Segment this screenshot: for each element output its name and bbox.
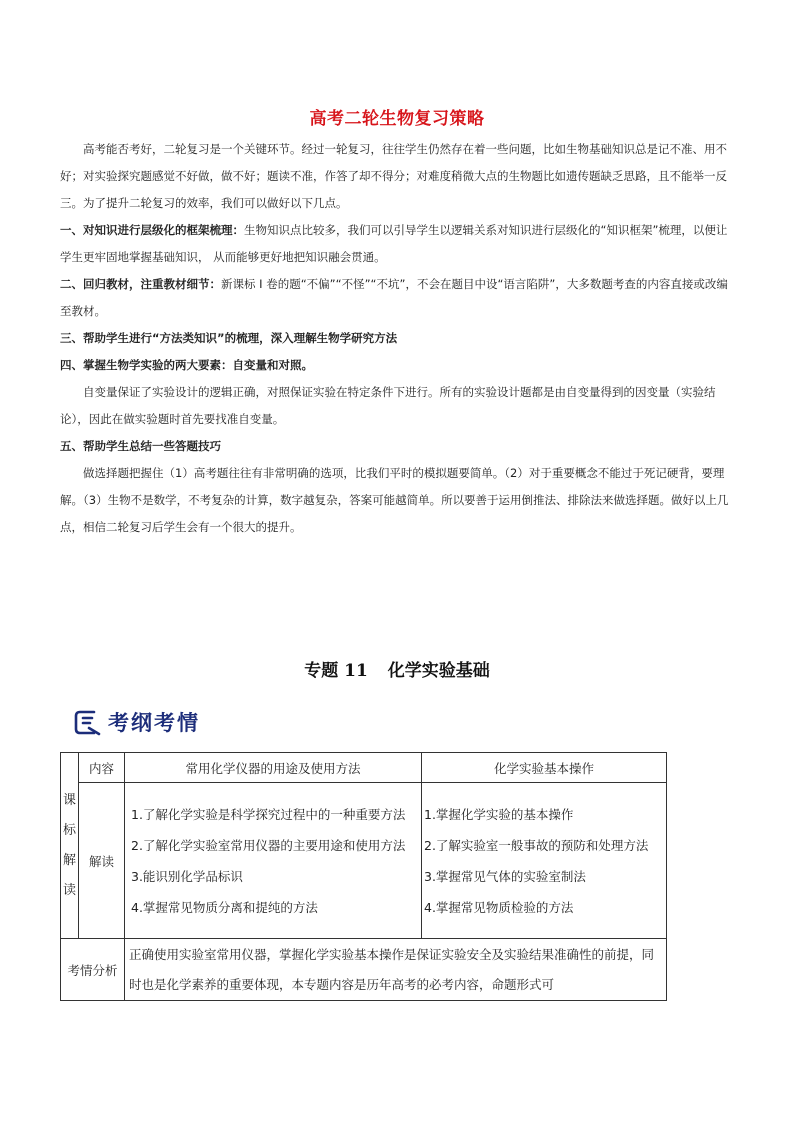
side-char: 标	[62, 822, 76, 838]
point-2	[60, 271, 736, 325]
point-2-body: 新课标 I 卷的题“不偏”“不怪”“不坑”，不会在题目中设“语言陷阱”，大多数题考查的内容直接或改编至教材。	[60, 277, 728, 318]
point-5-body: 做选择题把握住（1）高考题往往有非常明确的选项，比我们平时的模拟题要简单。（2）对于重要概念不能过于死记硬背，要理解。（3）生物不是数学，不考复杂的计算，数字越复杂，答案可能越简单。所以要善于运用倒推法、排除法来做选择题。做好以上几点，相信二轮复习后学生会有一个很大的提升。	[60, 466, 729, 534]
chapter-number: 专题 11	[304, 661, 368, 681]
point-1-heading: 一、对知识进行层级化的框架梳理：	[60, 223, 244, 237]
list-item: 3.能识别化学品标识	[131, 868, 243, 884]
col2-header: 化学实验基本操作	[422, 753, 667, 783]
row-label-cell: 解读	[79, 783, 125, 939]
point-1-body: 生物知识点比较多，我们可以引导学生以逻辑关系对知识进行层级化的“知识框架”梳理，以便让学生更牢固地掌握基础知识， 从而能够更好地把知识融会贯通。	[60, 223, 728, 264]
point-1	[60, 217, 736, 271]
syllabus-table	[60, 752, 667, 1001]
section-heading	[72, 704, 200, 740]
analysis-text-cell: 正确使用实验室常用仪器，掌握化学实验基本操作是保证实验安全及实验结果准确性的前提，同时也是化学素养的重要体现，本专题内容是历年高考的必考内容，命题形式可	[125, 939, 667, 1001]
section-label: 考纲考情	[108, 711, 200, 735]
analysis-row	[61, 939, 667, 1001]
list-item: 3.掌握常见气体的实验室制法	[424, 868, 586, 884]
col2-list-cell	[422, 783, 667, 939]
side-char: 解	[62, 852, 76, 868]
side-char: 课	[62, 792, 76, 808]
analysis-label-cell: 考情分析	[61, 939, 125, 1001]
intro-paragraph: 高考能否考好，二轮复习是一个关键环节。经过一轮复习，往往学生仍然存在着一些问题，比如生物基础知识总是记不准、用不好；对实验探究题感觉不好做，做不好；题读不准，作答了却不得分；对难度稍微大点的生物题比如遗传题缺乏思路，且不能举一反三。为了提升二轮复习的效率，我们可以做好以下几点。	[60, 142, 727, 210]
col1-list-cell	[125, 783, 422, 939]
list-item: 2.了解实验室一般事故的预防和处理方法	[424, 837, 649, 853]
list-item: 4.掌握常见物质分离和提纯的方法	[131, 899, 318, 915]
chapter-title	[0, 656, 794, 681]
article-body	[60, 136, 736, 541]
point-5-heading: 五、帮助学生总结一些答题技巧	[60, 439, 221, 453]
list-item: 1.掌握化学实验的基本操作	[424, 806, 574, 822]
table-body-row	[61, 783, 667, 939]
chapter-name: 化学实验基础	[387, 661, 490, 681]
side-char: 读	[62, 882, 76, 898]
list-item: 1.了解化学实验是科学探究过程中的一种重要方法	[131, 806, 406, 822]
col1-header: 常用化学仪器的用途及使用方法	[125, 753, 422, 783]
list-item: 4.掌握常见物质检验的方法	[424, 899, 574, 915]
document-list-icon	[72, 707, 102, 737]
side-label-cell	[61, 753, 79, 939]
point-3-heading: 三、帮助学生进行“方法类知识”的梳理，深入理解生物学研究方法	[60, 331, 398, 345]
point-2-heading: 二、回归教材，注重教材细节：	[60, 277, 221, 291]
point-4-body: 自变量保证了实验设计的逻辑正确，对照保证实验在特定条件下进行。所有的实验设计题都是由自变量得到的因变量（实验结论），因此在做实验题时首先要找准自变量。	[60, 385, 716, 426]
page-title: 高考二轮生物复习策略	[309, 109, 485, 129]
header-content-cell: 内容	[79, 753, 125, 783]
table-header-row	[61, 753, 667, 783]
list-item: 2.了解化学实验室常用仪器的主要用途和使用方法	[131, 837, 406, 853]
point-4-heading: 四、掌握生物学实验的两大要素：自变量和对照。	[60, 358, 313, 372]
